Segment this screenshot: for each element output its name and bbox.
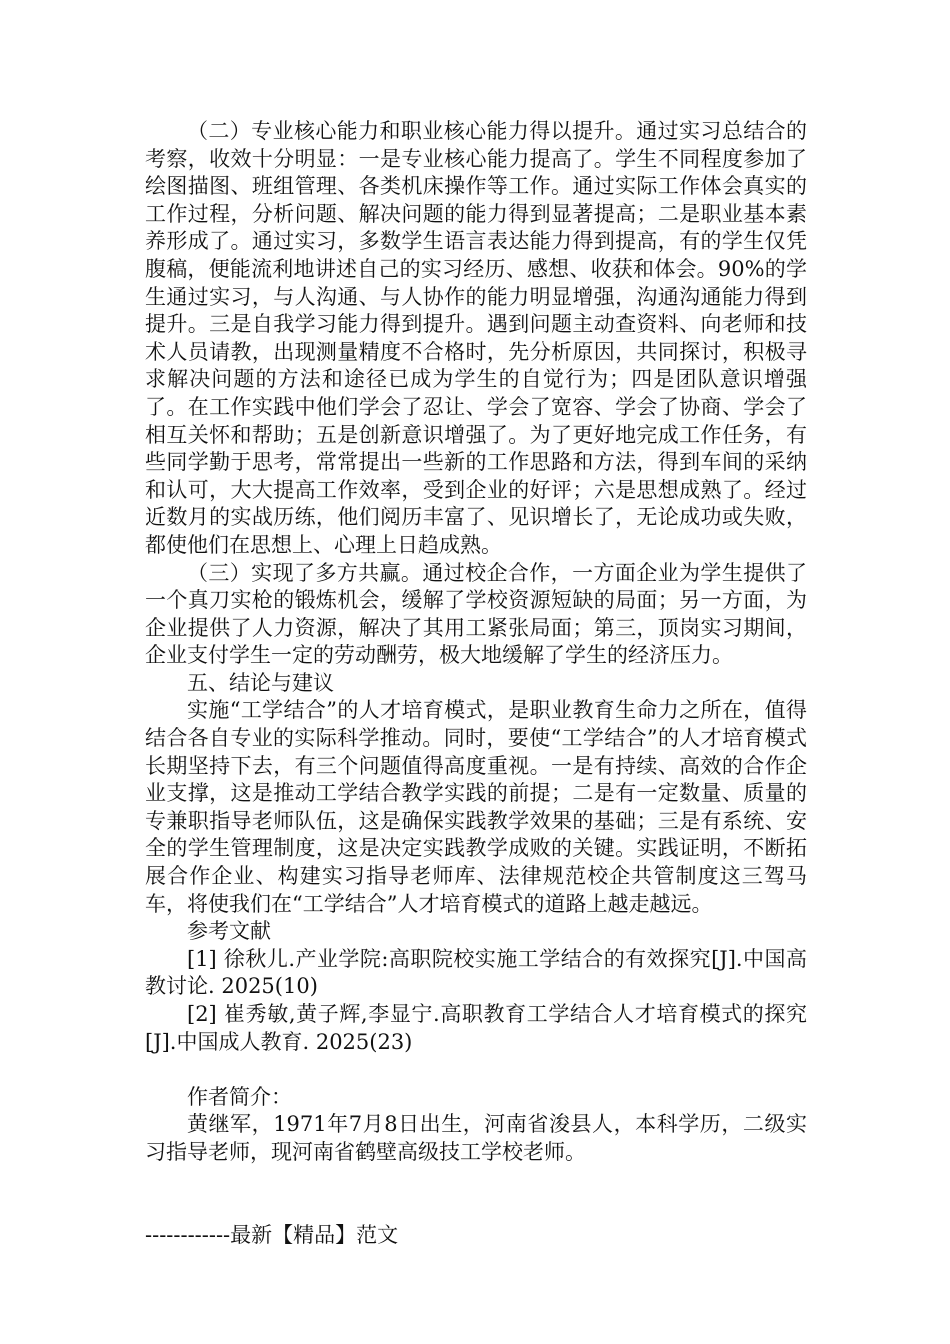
heading-conclusion: 五、结论与建议 <box>187 670 334 695</box>
paragraph-conclusion: 实施“工学结合”的人才培育模式，是职业教育生命力之所在，值得结合各自专业的实际科学推动。同时，要使“工学结合”的人才培育模式长期坚持下去，有三个问题值得高度重视。一是有持续、高效的合作企业支撑，这是推动工学结合教学实践的前提；二是有一定数量、质量的专兼职指导老师队伍，这是确保实践教学效果的基础；三是有系统、安全的学生管理制度，这是决定实践教学成败的关键。实践证明，不断拓展合作企业、构建实习指导老师库、法律规范校企共管制度这三驾马车，将使我们在“工学结合”人才培育模式的道路上越走越远。 <box>145 698 807 916</box>
footer-banner: ------------最新【精品】范文 <box>145 1222 399 1247</box>
heading-author: 作者简介： <box>187 1084 292 1109</box>
paragraph-win-win: （三）实现了多方共赢。通过校企合作，一方面企业为学生提供了一个真刀实枪的锻炼机会，缓解了学校资源短缺的局面；另一方面，为企业提供了人力资源，解决了其用工紧张局面；第三，顶岗实习期间，企业支付学生一定的劳动酬劳，极大地缓解了学生的经济压力。 <box>145 560 807 668</box>
blank-line <box>145 1056 807 1084</box>
reference-item-2: [2] 崔秀敏,黄子辉,李显宁.高职教育工学结合人才培育模式的探究[J].中国成人教育. 2025(23) <box>145 1002 807 1054</box>
reference-item-1: [1] 徐秋儿.产业学院:高职院校实施工学结合的有效探究[J].中国高教讨论. 2025(10) <box>145 946 807 999</box>
document-page <box>145 118 807 1249</box>
paragraph-core-abilities: （二）专业核心能力和职业核心能力得以提升。通过实习总结合的考察，收效十分明显：一是专业核心能力提高了。学生不同程度参加了绘图描图、班组管理、各类机床操作等工作。通过实际工作体会真实的工作过程，分析问题、解决问题的能力得到显著提高；二是职业基本素养形成了。通过实习，多数学生语言表达能力得到提高，有的学生仅凭腹稿，便能流利地讲述自己的实习经历、感想、收获和体会。90%的学生通过实习，与人沟通、与人协作的能力明显增强，沟通沟通能力得到提升。三是自我学习能力得到提升。遇到问题主动查资料、向老师和技术人员请教，出现测量精度不合格时，先分析原因，共同探讨，积极寻求解决问题的方法和途径已成为学生的自觉行为；四是团队意识增强了。在工作实践中他们学会了忍让、学会了宽容、学会了协商、学会了相互关怀和帮助；五是创新意识增强了。为了更好地完成工作任务，有些同学勤于思考，常常提出一些新的工作思路和方法，得到车间的采纳和认可，大大提高工作效率，受到企业的好评；六是思想成熟了。经过近数月的实战历练，他们阅历丰富了、见识增长了，无论成功或失败，都使他们在思想上、心理上日趋成熟。 <box>145 119 807 557</box>
heading-references: 参考文献 <box>187 919 271 944</box>
paragraph-author-bio: 黄继军，1971年7月8日出生，河南省浚县人，本科学历，二级实习指导老师，现河南省鹤壁高级技工学校老师。 <box>145 1112 807 1164</box>
blank-space <box>145 1167 807 1222</box>
